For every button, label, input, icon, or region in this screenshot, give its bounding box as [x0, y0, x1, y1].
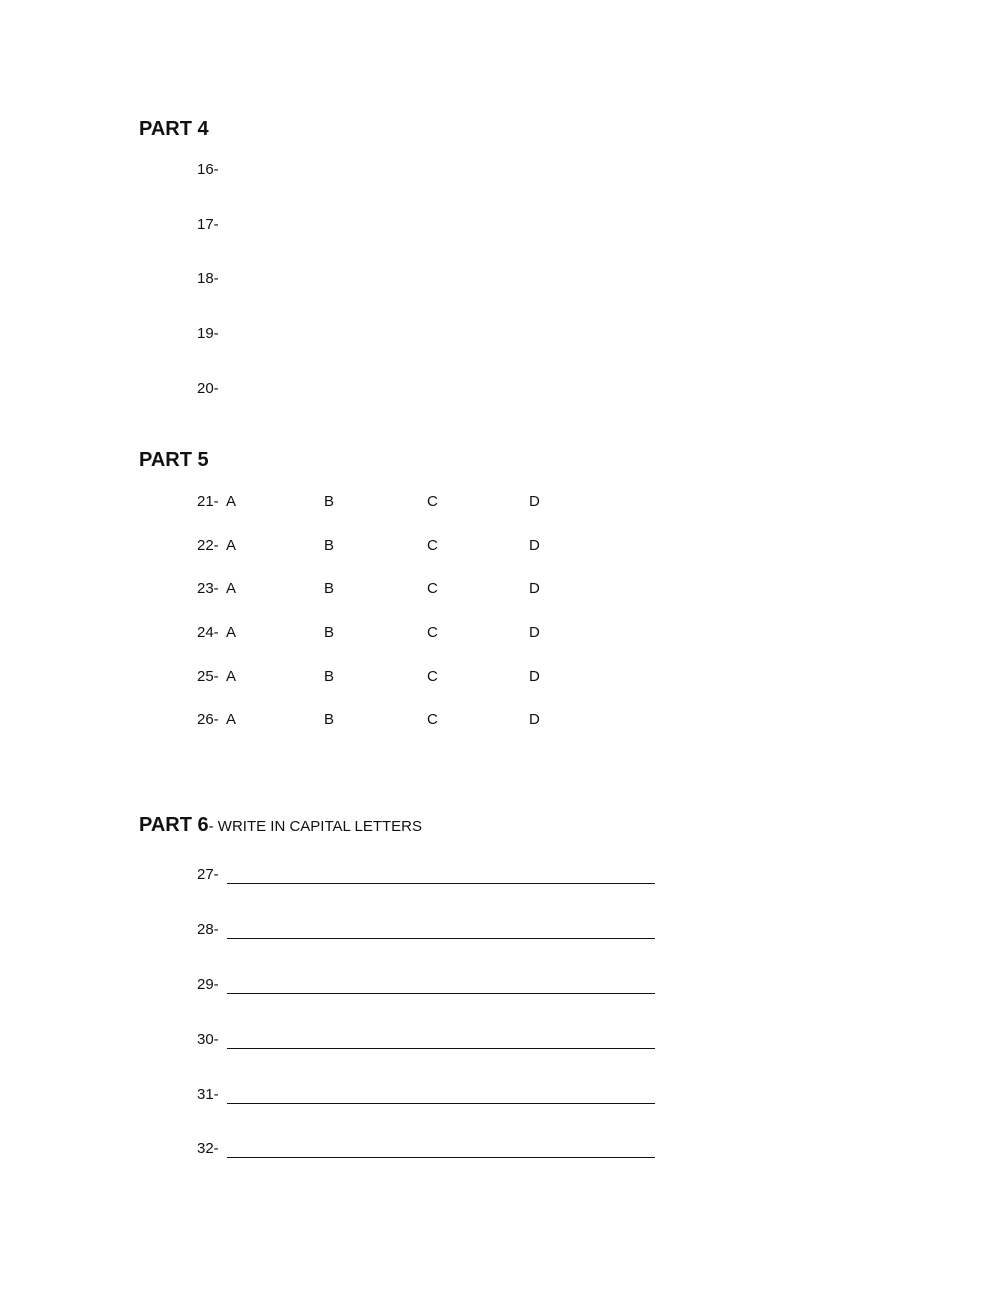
option-a: A: [226, 537, 237, 554]
option-d: D: [529, 711, 540, 728]
mc-question-23: [197, 580, 597, 598]
question-17: 17-: [197, 216, 219, 233]
part-6-title: PART 6: [139, 814, 209, 836]
option-b: B: [324, 711, 335, 728]
option-b: B: [324, 537, 335, 554]
question-number: 31-: [197, 1086, 219, 1103]
option-d: D: [529, 580, 540, 597]
option-a: A: [226, 624, 237, 641]
question-19: 19-: [197, 325, 219, 342]
option-d: D: [529, 537, 540, 554]
option-d: D: [529, 493, 540, 510]
question-number: 26-: [197, 711, 219, 728]
question-number: 30-: [197, 1031, 219, 1048]
question-number: 25-: [197, 668, 219, 685]
question-number: 23-: [197, 580, 219, 597]
option-b: B: [324, 580, 335, 597]
option-c: C: [427, 580, 438, 597]
option-d: D: [529, 624, 540, 641]
option-a: A: [226, 711, 237, 728]
part-6-instructions: - WRITE IN CAPITAL LETTERS: [208, 818, 422, 835]
answer-line-31: [197, 1086, 667, 1108]
option-b: B: [324, 668, 335, 685]
question-16: 16-: [197, 161, 219, 178]
answer-line-28: [197, 921, 667, 943]
option-c: C: [427, 624, 438, 641]
answer-line-30: [197, 1031, 667, 1053]
question-number: 32-: [197, 1140, 219, 1157]
answer-blank[interactable]: [227, 1103, 655, 1104]
question-18: 18-: [197, 270, 219, 287]
question-number: 22-: [197, 537, 219, 554]
answer-blank[interactable]: [227, 1048, 655, 1049]
part-5-heading: PART 5: [139, 449, 209, 471]
answer-blank[interactable]: [227, 883, 655, 884]
option-d: D: [529, 668, 540, 685]
answer-line-29: [197, 976, 667, 998]
answer-line-27: [197, 866, 667, 888]
mc-question-26: [197, 711, 597, 729]
question-number: 29-: [197, 976, 219, 993]
option-b: B: [324, 624, 335, 641]
mc-question-24: [197, 624, 597, 642]
option-c: C: [427, 537, 438, 554]
question-number: 24-: [197, 624, 219, 641]
option-b: B: [324, 493, 335, 510]
mc-question-25: [197, 668, 597, 686]
option-a: A: [226, 493, 237, 510]
part-4-heading: PART 4: [139, 118, 209, 140]
mc-question-22: [197, 537, 597, 555]
mc-question-21: [197, 493, 597, 511]
answer-blank[interactable]: [227, 1157, 655, 1158]
option-c: C: [427, 493, 438, 510]
answer-blank[interactable]: [227, 938, 655, 939]
answer-line-32: [197, 1140, 667, 1162]
question-20: 20-: [197, 380, 219, 397]
option-a: A: [226, 580, 237, 597]
part-6-heading: [139, 813, 422, 839]
answer-blank[interactable]: [227, 993, 655, 994]
option-c: C: [427, 668, 438, 685]
option-a: A: [226, 668, 237, 685]
question-number: 21-: [197, 493, 219, 510]
question-number: 28-: [197, 921, 219, 938]
option-c: C: [427, 711, 438, 728]
question-number: 27-: [197, 866, 219, 883]
